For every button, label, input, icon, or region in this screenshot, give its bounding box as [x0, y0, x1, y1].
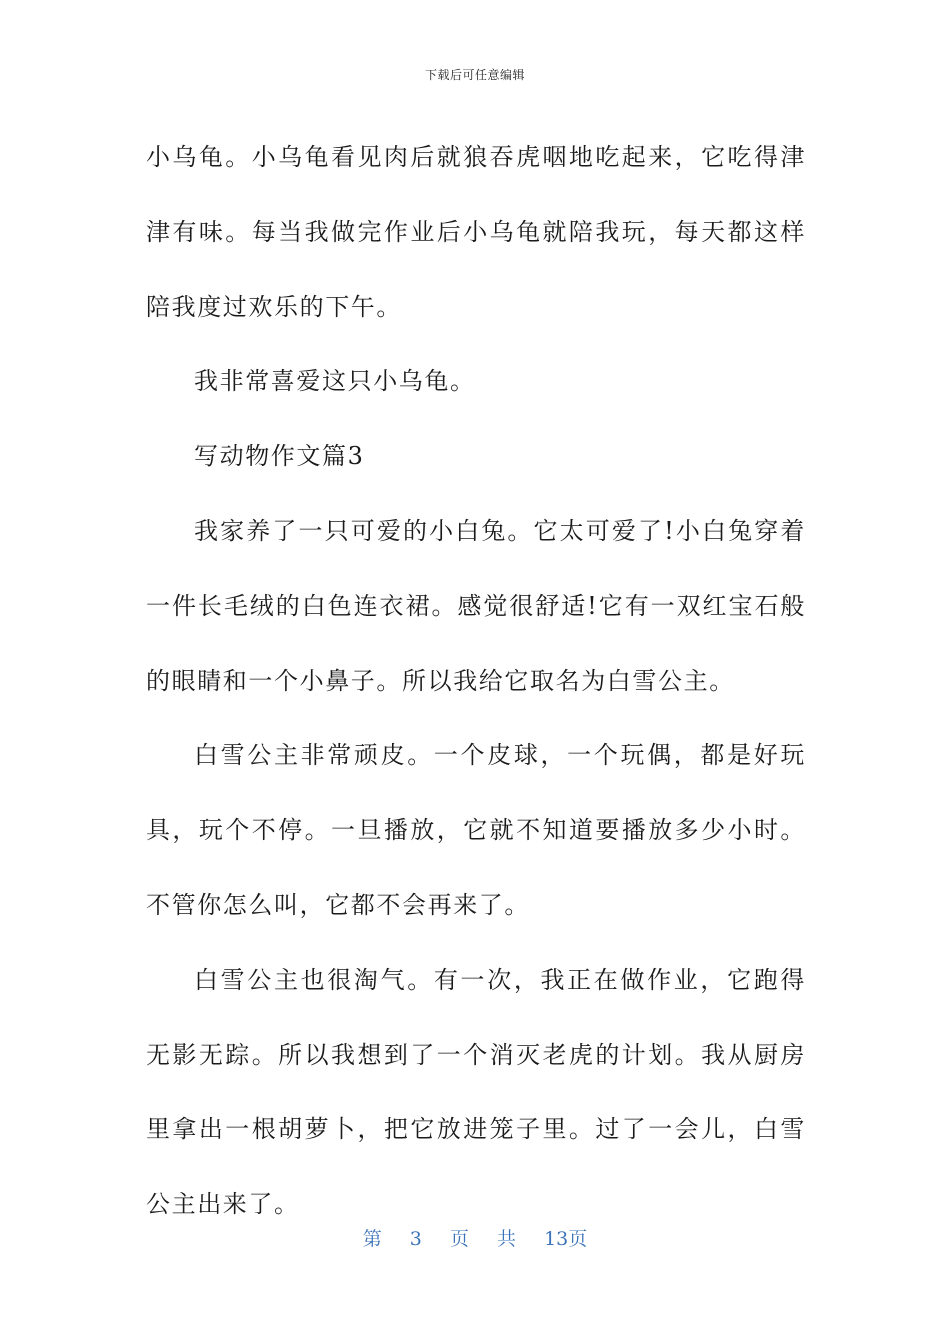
paragraph-4: 白雪公主非常顽皮。一个皮球，一个玩偶，都是好玩具，玩个不停。一旦播放，它就不知道要播放多少小时。不管你怎么叫，它都不会再来了。 — [146, 741, 806, 919]
footer-current-page: 3 — [409, 1228, 422, 1250]
footer-total-prefix: 共 — [497, 1228, 517, 1250]
page-header: 下载后可任意编辑 — [424, 68, 525, 82]
paragraph-3: 我家养了一只可爱的小白兔。它太可爱了!小白兔穿着一件长毛绒的白色连衣裙。感觉很舒适!它有一双红宝石般的眼睛和一个小鼻子。所以我给它取名为白雪公主。 — [146, 516, 806, 695]
paragraph-1: 小乌龟。小乌龟看见肉后就狼吞虎咽地吃起来，它吃得津津有味。每当我做完作业后小乌龟就陪我玩，每天都这样陪我度过欢乐的下午。 — [146, 143, 806, 321]
paragraph-2: 我非常喜爱这只小乌龟。 — [194, 367, 476, 396]
page-footer — [0, 1224, 950, 1251]
footer-total-pages: 13页 — [544, 1228, 588, 1250]
footer-prefix: 第 — [362, 1228, 382, 1250]
paragraph-5: 白雪公主也很淘气。有一次，我正在做作业，它跑得无影无踪。所以我想到了一个消灭老虎的计划。我从厨房里拿出一根胡萝卜，把它放进笼子里。过了一会儿，白雪公主出来了。 — [146, 965, 806, 1219]
section-heading: 写动物作文篇3 — [194, 442, 365, 471]
footer-page-label: 页 — [449, 1228, 469, 1250]
document-body — [146, 120, 806, 1242]
